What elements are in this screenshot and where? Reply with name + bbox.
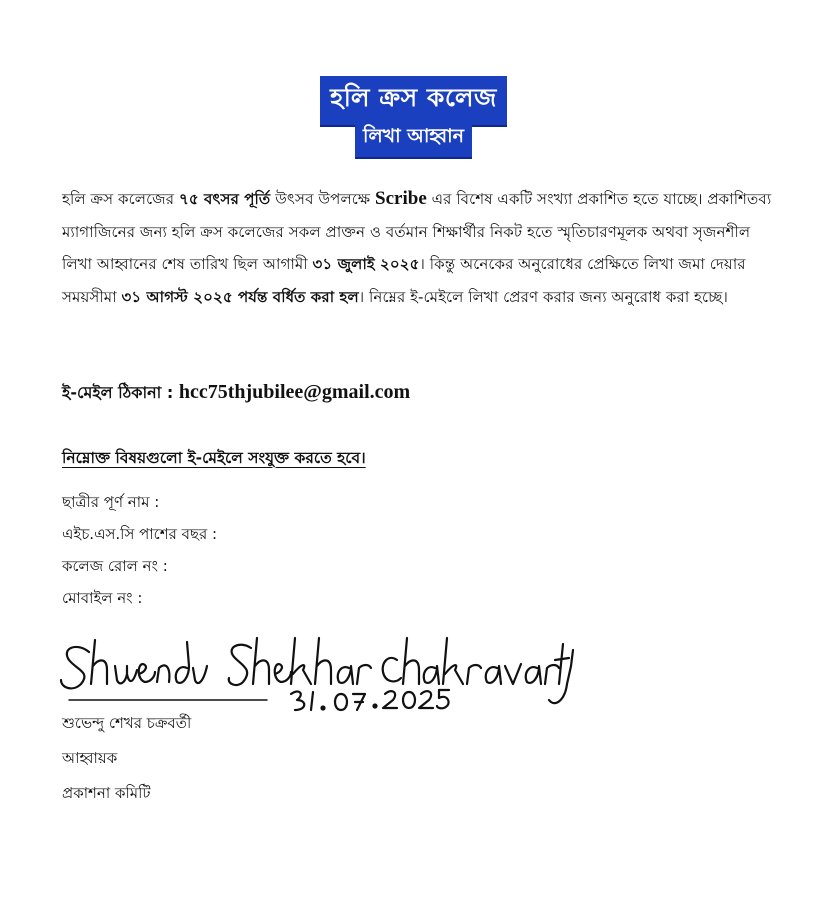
required-fields-list — [62, 486, 217, 614]
email-label: ই-মেইল ঠিকানা : — [62, 383, 179, 402]
college-title: হলি ক্রস কলেজ — [320, 76, 507, 127]
call-for-writing-title: লিখা আহ্বান — [355, 120, 472, 159]
paragraph-text: হলি ক্রস কলেজের — [62, 190, 179, 208]
field-student-name: ছাত্রীর পূর্ণ নাম : — [62, 493, 160, 511]
anniversary-text: ৭৫ বৎসর পূর্তি — [178, 190, 271, 208]
old-deadline: ৩১ জুলাই ২০২৫ — [312, 255, 420, 274]
attachments-heading: নিম্নোক্ত বিষয়গুলো ই-মেইলে সংযুক্ত করতে হবে। — [62, 449, 366, 467]
signer-committee: প্রকাশনা কমিটি — [62, 784, 151, 802]
field-mobile-number: মোবাইল নং : — [62, 589, 143, 607]
email-address: hcc75thjubilee@gmail.com — [178, 381, 411, 403]
paragraph-text: উৎসব উপলক্ষে — [270, 190, 376, 208]
field-college-roll: কলেজ রোল নং : — [62, 557, 168, 575]
signer-block — [62, 706, 191, 811]
notice-paragraph — [62, 183, 782, 313]
extended-deadline: ৩১ আগস্ট ২০২৫ পর্যন্ত বর্ধিত করা হল — [121, 287, 359, 306]
handwritten-signature — [55, 630, 575, 715]
field-hsc-year: এইচ.এস.সি পাশের বছর : — [62, 525, 218, 543]
signer-name: শুভেন্দু শেখর চক্রবর্তী — [62, 714, 192, 732]
paragraph-text: এর বিশেষ একটি সংখ্যা প্রকাশিত হতে যাচ্ছে। প্রকাশিতব্য ম্যাগাজিনের জন্য হলি ক্রস কলেজের সকল প্রাক্তন ও বর্তমান শিক্ষার্থীর নিকট হতে স্মৃতিচারণমূলক অথবা সৃজনশীল লিখা আহ্বানের শেষ তারিখ ছিল আগামী — [62, 190, 772, 274]
signer-role: আহ্বায়ক — [62, 749, 118, 767]
call-title-block — [0, 120, 827, 159]
paragraph-text: । নিম্নের ই-মেইলে লিখা প্রেরণ করার জন্য অনুরোধ করা হচ্ছে। — [358, 287, 728, 306]
magazine-name: Scribe — [375, 188, 427, 209]
email-line — [62, 380, 410, 407]
paragraph-text: । কিন্তু অনেকের অনুরোধের প্রেক্ষিতে লিখা জমা দেয়ার সময়সীমা — [62, 255, 746, 306]
